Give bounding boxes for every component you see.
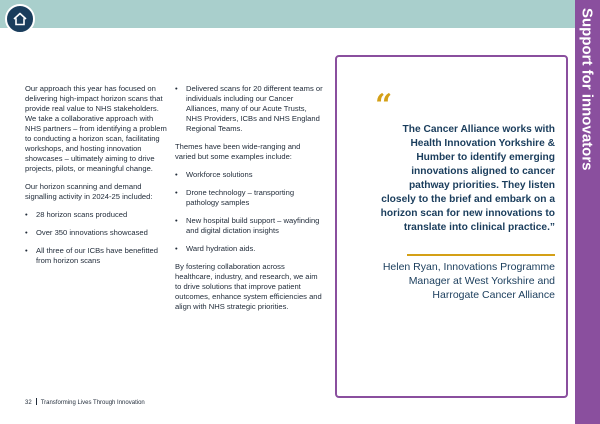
home-icon — [12, 11, 28, 27]
quote-mark-icon: “ — [375, 88, 393, 123]
list-item: • Over 350 innovations showcased — [25, 228, 167, 238]
publication-title: Transforming Lives Through Innovation — [40, 400, 145, 406]
closing-paragraph: By fostering collaboration across healthcare, industry, and research, we aim to drive solutions that improve patient outcomes, enhance system efficiencies and align with NHS strategic priorities. — [175, 262, 322, 311]
testimonial-box — [335, 55, 568, 398]
activity-paragraph: Our horizon scanning and demand signalling activity in 2024-25 included: — [25, 182, 153, 201]
list-item: • Ward hydration aids. — [175, 244, 323, 254]
list-item: • Delivered scans for 20 different teams or individuals including our Cancer Alliances, many of our Acute Trusts, NHS Providers, ICBs and NHS England Regional Teams. — [175, 84, 323, 134]
divider — [407, 254, 555, 256]
home-button[interactable] — [5, 4, 35, 34]
list-item: • Drone technology – transporting pathology samples — [175, 188, 323, 208]
intro-paragraph: Our approach this year has focused on delivering high-impact horizon scans that provide real value to NHS stakeholders. We take a collaborative approach with NHS partners – from identifying a problem to conducting a horizon scan, facilitating workshops, and hosting innovation showcases – ultimately aiming to drive projects, pilots, or meaningful change. — [25, 84, 167, 173]
themes-list — [175, 170, 323, 254]
section-title: Support for innovators — [578, 8, 596, 171]
section-sidebar — [575, 0, 600, 424]
list-item: • All three of our ICBs have benefitted from horizon scans — [25, 246, 167, 266]
list-item: • New hospital build support – wayfinding and digital dictation insights — [175, 216, 323, 236]
text-column-1 — [25, 84, 167, 274]
scans-list — [175, 84, 323, 134]
activity-list — [25, 210, 167, 266]
testimonial-quote: The Cancer Alliance works with Health Innovation Yorkshire & Humber to identify emerging innovations aligned to cancer pathway priorities. They listen closely to the brief and embark on a horizon scan for new innovations to translate into clinical practice.” — [380, 124, 555, 233]
themes-paragraph: Themes have been wide-ranging and varied but some examples include: — [175, 142, 301, 161]
testimonial-attribution: Helen Ryan, Innovations Programme Manager at West Yorkshire and Harrogate Cancer Alliance — [382, 261, 555, 301]
page-number: 32 — [25, 400, 32, 406]
text-column-2 — [175, 84, 323, 320]
divider — [36, 398, 37, 405]
list-item: • 28 horizon scans produced — [25, 210, 167, 220]
page-footer — [25, 398, 145, 406]
list-item: • Workforce solutions — [175, 170, 323, 180]
top-banner — [0, 0, 575, 28]
